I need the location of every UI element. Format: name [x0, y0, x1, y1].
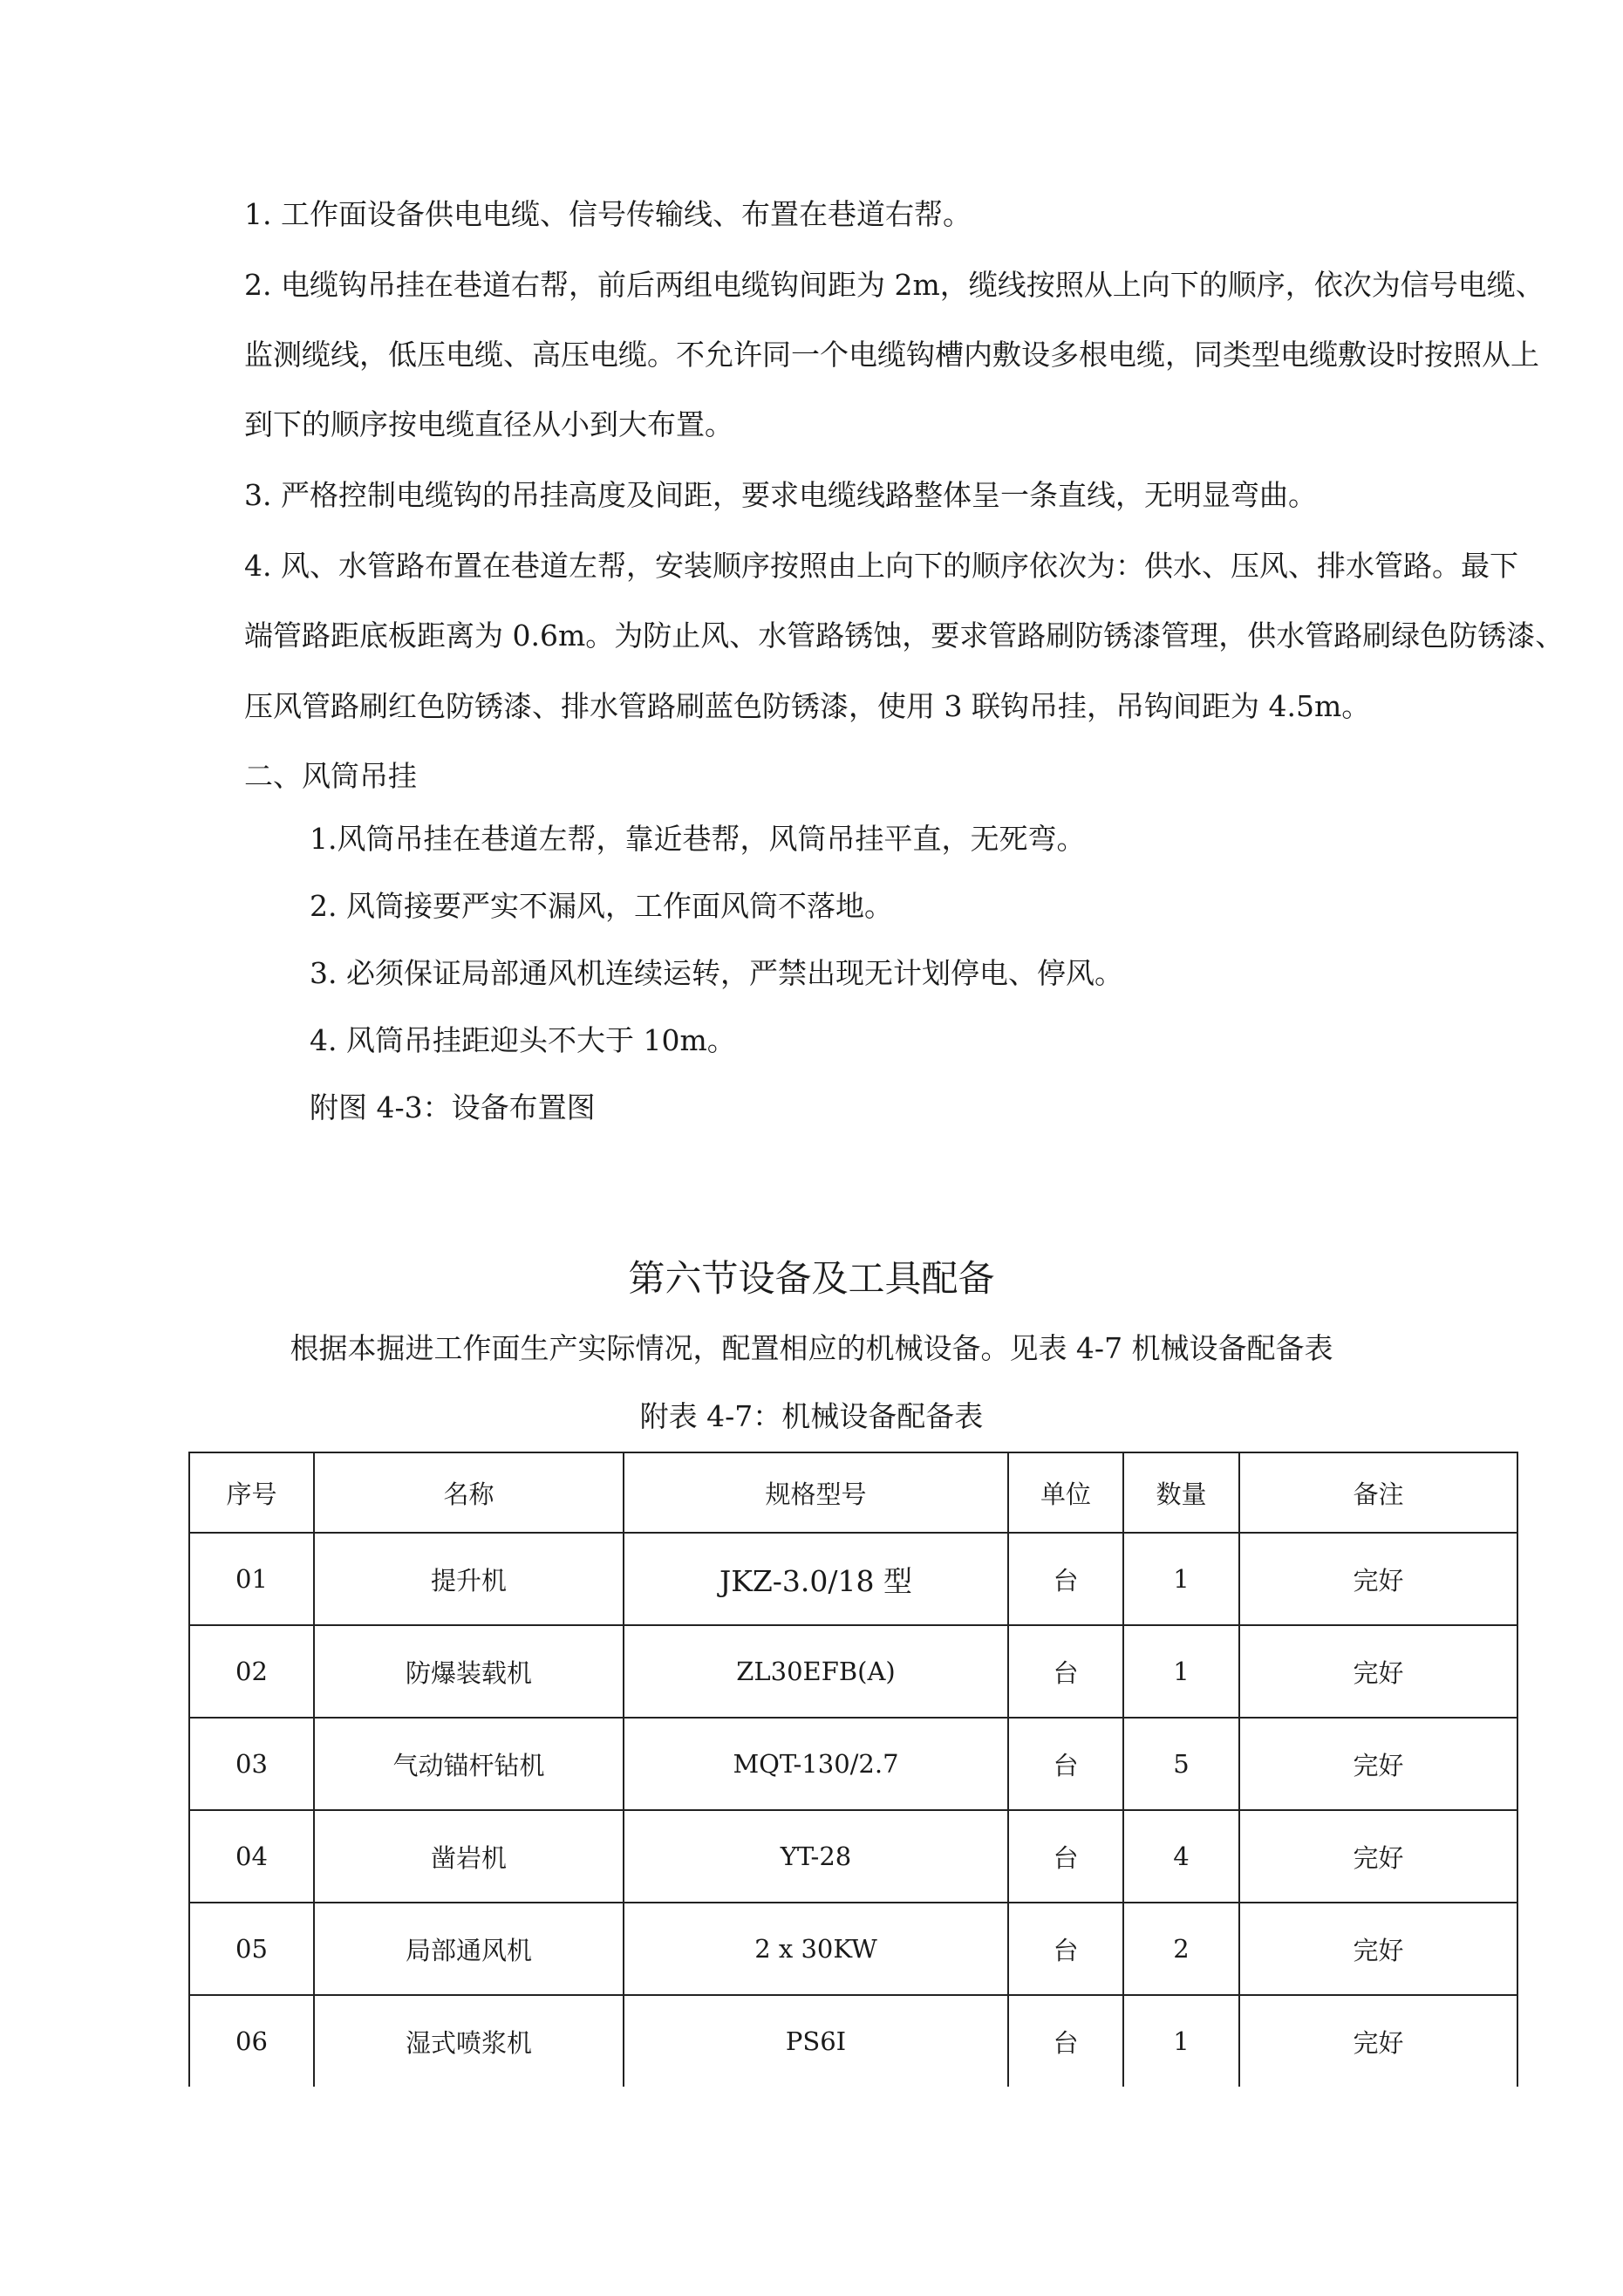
header-cell: 规格型号: [624, 1452, 1008, 1533]
table-cell: 台: [1008, 1718, 1123, 1810]
table-header-row: [189, 1452, 1517, 1533]
subsection-item-1: 1.风筒吊挂在巷道左帮，靠近巷帮，风筒吊挂平直，无死弯。: [310, 822, 1086, 856]
header-cell: 单位: [1008, 1452, 1123, 1533]
table-cell: 湿式喷浆机: [314, 1995, 624, 2087]
table-cell: 5: [1123, 1718, 1239, 1810]
table-cell: 提升机: [314, 1533, 624, 1625]
table-cell: 完好: [1239, 1533, 1517, 1625]
table-cell: 防爆装载机: [314, 1625, 624, 1718]
subsection-item-4: 4. 风筒吊挂距迎头不大于 10m。: [310, 1023, 736, 1057]
table-row: [189, 1995, 1517, 2087]
table-cell: 1: [1123, 1625, 1239, 1718]
subsection-item-3: 3. 必须保证局部通风机连续运转，严禁出现无计划停电、停风。: [310, 956, 1123, 990]
table-cell: ZL30EFB(A): [624, 1625, 1008, 1718]
table-cell: JKZ-3.0/18 型: [624, 1533, 1008, 1625]
subsection-item-2: 2. 风筒接要严实不漏风，工作面风筒不落地。: [310, 889, 893, 923]
paragraph-2-line-2: 监测缆线，低压电缆、高压电缆。不允许同一个电缆钩槽内敷设多根电缆，同类型电缆敷设时按照从上: [244, 338, 1539, 372]
table-cell: 台: [1008, 1995, 1123, 2087]
table-row: [189, 1903, 1517, 1995]
header-cell: 数量: [1123, 1452, 1239, 1533]
table-cell: MQT-130/2.7: [624, 1718, 1008, 1810]
table-cell: 04: [189, 1810, 314, 1903]
table-cell: 气动锚杆钻机: [314, 1718, 624, 1810]
table-cell: 完好: [1239, 1995, 1517, 2087]
table-cell: 完好: [1239, 1903, 1517, 1995]
table-cell: 1: [1123, 1533, 1239, 1625]
table-row: [189, 1533, 1517, 1625]
paragraph-3: 3. 严格控制电缆钩的吊挂高度及间距，要求电缆线路整体呈一条直线，无明显弯曲。: [244, 478, 1317, 512]
table-row: [189, 1810, 1517, 1903]
paragraph-4-line-1: 4. 风、水管路布置在巷道左帮，安装顺序按照由上向下的顺序依次为：供水、压风、排水管路。最下: [244, 549, 1518, 583]
table-cell: 完好: [1239, 1625, 1517, 1718]
table-cell: 06: [189, 1995, 314, 2087]
paragraph-4-line-3: 压风管路刷红色防锈漆、排水管路刷蓝色防锈漆，使用 3 联钩吊挂，吊钩间距为 4.5m。: [244, 689, 1371, 723]
table-cell: 完好: [1239, 1810, 1517, 1903]
table-cell: 1: [1123, 1995, 1239, 2087]
header-cell: 序号: [189, 1452, 314, 1533]
table-row: [189, 1718, 1517, 1810]
header-cell: 备注: [1239, 1452, 1517, 1533]
table-cell: 02: [189, 1625, 314, 1718]
equipment-table: [188, 1452, 1518, 2087]
paragraph-2-line-3: 到下的顺序按电缆直径从小到大布置。: [244, 407, 733, 441]
table-cell: PS6I: [624, 1995, 1008, 2087]
paragraph-2-line-1: 2. 电缆钩吊挂在巷道右帮，前后两组电缆钩间距为 2m，缆线按照从上向下的顺序，依次为信号电缆、: [244, 268, 1545, 302]
table-cell: 2: [1123, 1903, 1239, 1995]
paragraph-4-line-2: 端管路距底板距离为 0.6m。为防止风、水管路锈蚀，要求管路刷防锈漆管理，供水管路刷绿色防锈漆、: [244, 618, 1565, 653]
table-cell: 凿岩机: [314, 1810, 624, 1903]
table-cell: 2 x 30KW: [624, 1903, 1008, 1995]
table-row: [189, 1625, 1517, 1718]
table-cell: 局部通风机: [314, 1903, 624, 1995]
paragraph-1: 1. 工作面设备供电电缆、信号传输线、布置在巷道右帮。: [244, 197, 972, 231]
table-caption: 附表 4-7：机械设备配备表: [639, 1399, 984, 1433]
figure-reference: 附图 4-3：设备布置图: [310, 1090, 596, 1124]
subsection-title: 二、风筒吊挂: [244, 759, 417, 793]
table-cell: 台: [1008, 1903, 1123, 1995]
table-cell: 4: [1123, 1810, 1239, 1903]
table-cell: YT-28: [624, 1810, 1008, 1903]
table-cell: 台: [1008, 1810, 1123, 1903]
table-cell: 完好: [1239, 1718, 1517, 1810]
header-cell: 名称: [314, 1452, 624, 1533]
section-intro: 根据本掘进工作面生产实际情况，配置相应的机械设备。见表 4-7 机械设备配备表: [290, 1331, 1333, 1365]
table-cell: 01: [189, 1533, 314, 1625]
table-cell: 05: [189, 1903, 314, 1995]
section-title: 第六节设备及工具配备: [628, 1257, 995, 1300]
table-cell: 台: [1008, 1533, 1123, 1625]
table-cell: 台: [1008, 1625, 1123, 1718]
table-cell: 03: [189, 1718, 314, 1810]
